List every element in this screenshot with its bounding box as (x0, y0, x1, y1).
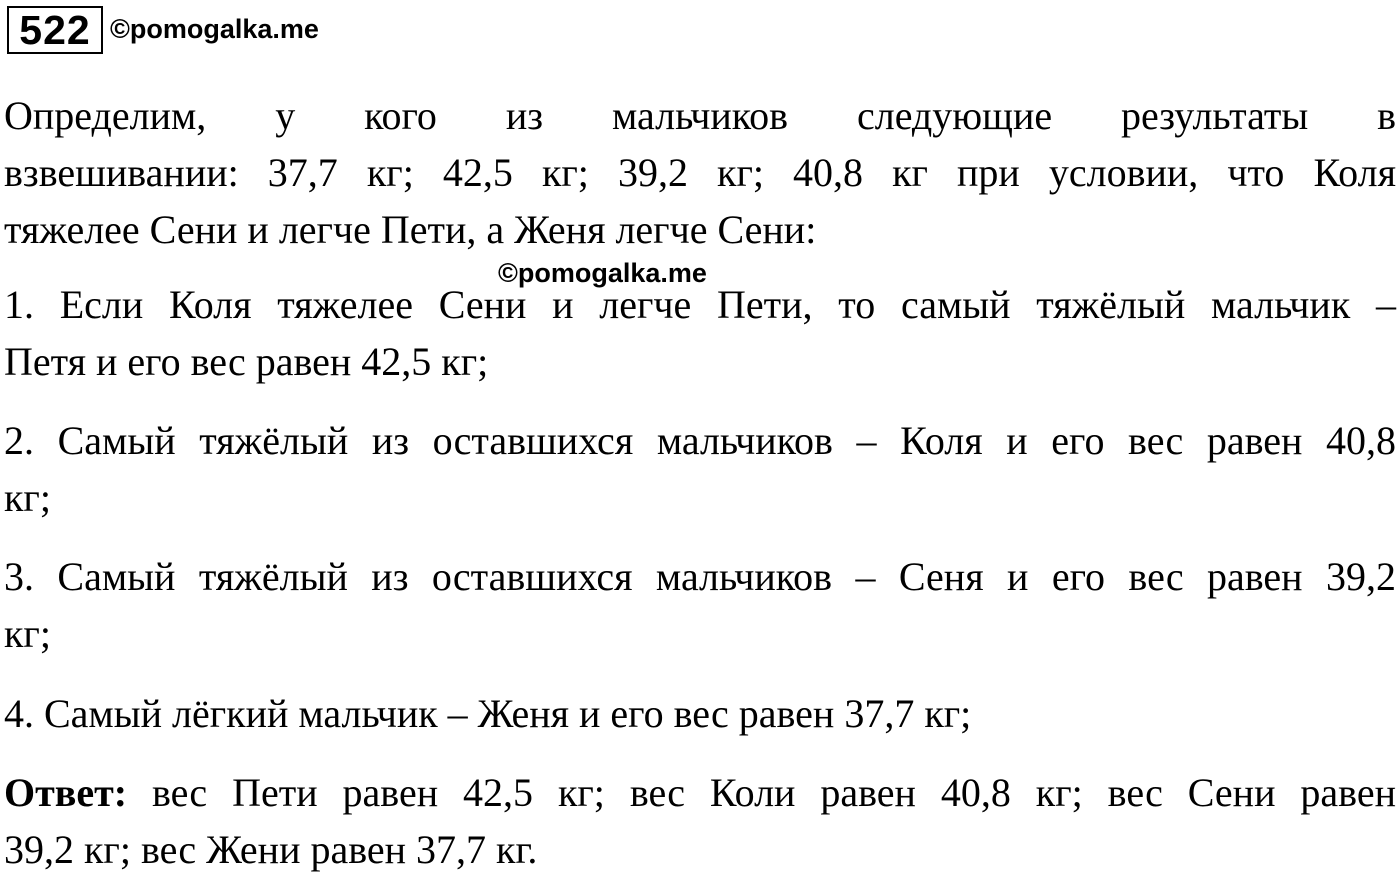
answer-line-1 (4, 764, 1396, 821)
intro-line-3: тяжелее Сени и легче Пети, а Женя легче Сени: (4, 207, 817, 252)
intro-line-1: Определим, у кого из мальчиков следующие результаты в (4, 93, 1396, 138)
answer-line-2: 39,2 кг; вес Жени равен 37,7 кг. (4, 827, 538, 872)
intro-line-2: взвешивании: 37,7 кг; 42,5 кг; 39,2 кг; 40,8 кг при условии, что Коля (4, 150, 1396, 195)
answer-paragraph (4, 764, 1396, 878)
step-1-line-1: 1. Если Коля тяжелее Сени и легче Пети, то самый тяжёлый мальчик – (4, 282, 1396, 327)
watermark-top: ©pomogalka.me (110, 14, 319, 44)
problem-number: 522 (7, 6, 103, 54)
watermark-middle: ©pomogalka.me (498, 258, 707, 288)
answer-label: Ответ: (4, 770, 128, 815)
step-3-line-1: 3. Самый тяжёлый из оставшихся мальчиков – Сеня и его вес равен 39,2 (4, 554, 1396, 599)
step-1-line-2: Петя и его вес равен 42,5 кг; (4, 339, 489, 384)
step-2-line-2: кг; (4, 475, 51, 520)
step-3-line-2: кг; (4, 611, 51, 656)
intro-paragraph (4, 87, 1396, 258)
step-2-line-1: 2. Самый тяжёлый из оставшихся мальчиков – Коля и его вес равен 40,8 (4, 418, 1396, 463)
step-2 (4, 412, 1396, 526)
step-1 (4, 276, 1396, 390)
answer-line-1-text: вес Пети равен 42,5 кг; вес Коли равен 40,8 кг; вес Сени равен (127, 770, 1396, 815)
step-4 (4, 685, 1396, 742)
step-3 (4, 548, 1396, 662)
step-4-line-1: 4. Самый лёгкий мальчик – Женя и его вес равен 37,7 кг; (4, 691, 972, 736)
